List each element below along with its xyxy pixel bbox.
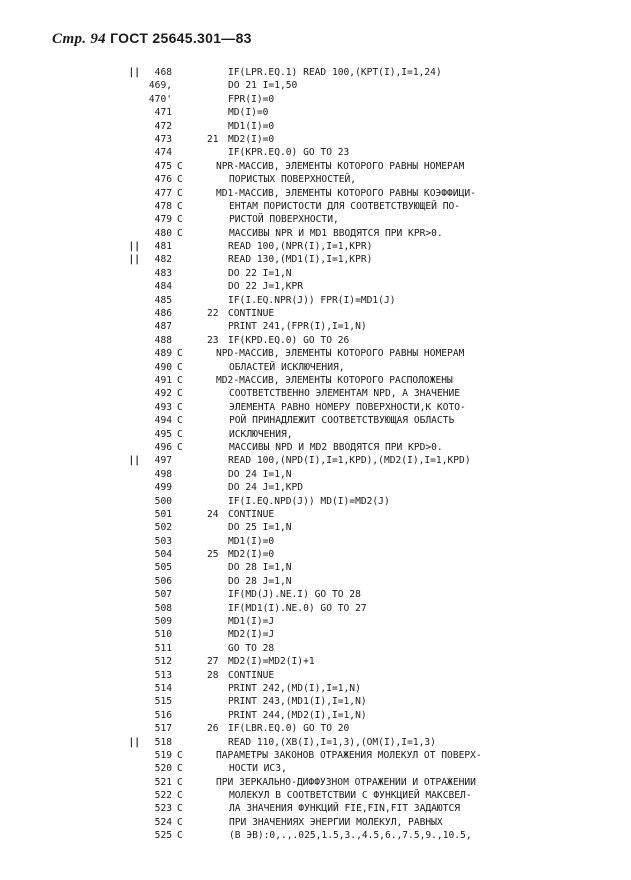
code-statement: DO 28 I=1,N — [228, 562, 292, 574]
comment-text: MD1-МАССИВ, ЭЛЕМЕНТЫ КОТОРОГО РАВНЫ КОЭФФИЦИ- — [216, 187, 476, 199]
line-number: 486 — [154, 308, 172, 320]
line-number: 487 — [154, 321, 172, 333]
comment-text: MD2-МАССИВ, ЭЛЕМЕНТЫ КОТОРОГО РАСПОЛОЖЕНЫ — [216, 374, 453, 386]
line-number: 482 — [154, 254, 172, 266]
comment-text: ПРИ ЗЕРКАЛЬНО-ДИФФУЗНОМ ОТРАЖЕНИИ И ОТРАЖЕНИИ — [216, 776, 476, 788]
line-number: 478 — [154, 200, 172, 212]
listing-line — [126, 548, 626, 561]
comment-marker: C — [177, 214, 183, 226]
listing-line — [126, 146, 626, 159]
statement-label: 24 — [207, 508, 219, 520]
listing-line — [126, 521, 626, 534]
line-number: 518 — [154, 736, 172, 748]
code-statement: MD1(I)=J — [228, 616, 275, 628]
line-number: 468 — [154, 67, 172, 78]
margin-bar-mark: || — [128, 455, 140, 467]
line-number: 516 — [154, 709, 172, 721]
code-statement: IF(MD(J).NE.I) GO TO 28 — [228, 589, 361, 601]
statement-label: 27 — [207, 656, 219, 668]
line-number: 476 — [154, 174, 172, 186]
listing-line — [126, 535, 626, 548]
code-statement: CONTINUE — [228, 308, 275, 320]
listing-line — [126, 669, 626, 682]
line-number: 522 — [154, 790, 172, 802]
comment-marker: C — [177, 227, 183, 239]
comment-text: NPR-МАССИВ, ЭЛЕМЕНТЫ КОТОРОГО РАВНЫ НОМЕРАМ — [216, 160, 465, 172]
statement-label: 26 — [207, 723, 219, 735]
code-statement: CONTINUE — [228, 669, 275, 681]
line-number: 471 — [154, 107, 172, 119]
page-header — [52, 30, 252, 48]
code-statement: MD1(I)=0 — [228, 120, 275, 132]
comment-marker: C — [177, 361, 183, 373]
code-statement: DO 24 J=1,KPD — [228, 482, 304, 494]
comment-marker: C — [177, 441, 183, 453]
listing-line — [126, 776, 626, 789]
margin-bar-mark: || — [128, 67, 140, 78]
code-statement: DO 22 I=1,N — [228, 267, 292, 279]
margin-bar-mark: || — [128, 254, 140, 266]
comment-marker: C — [177, 401, 183, 413]
line-number: 490 — [154, 361, 172, 373]
listing-line — [126, 240, 626, 253]
listing-line — [126, 227, 626, 240]
listing-line — [126, 736, 626, 749]
line-number: 498 — [154, 468, 172, 480]
line-number: 472 — [154, 120, 172, 132]
line-number: 499 — [154, 482, 172, 494]
line-number: 474 — [154, 147, 172, 159]
comment-text: ПОРИСТЫХ ПОВЕРХНОСТЕЙ, — [229, 174, 357, 186]
code-statement: IF(I.EQ.NPD(J)) MD(I)=MD2(J) — [228, 495, 390, 507]
listing-line — [126, 320, 626, 333]
listing-line — [126, 481, 626, 494]
listing-line — [126, 682, 626, 695]
line-number: 508 — [154, 602, 172, 614]
statement-label: 23 — [207, 334, 219, 346]
code-statement: IF(LBR.EQ.0) GO TO 20 — [228, 723, 350, 735]
code-statement: MD2(I)=0 — [228, 549, 275, 561]
code-statement: IF(LPR.EQ.1) READ 100,(KPT(I),I=1,24) — [228, 67, 442, 78]
code-statement: READ 110,(XB(I),I=1,3),(OM(I),I=1,3) — [228, 736, 436, 748]
listing-line — [126, 93, 626, 106]
listing-line — [126, 106, 626, 119]
page-number: Стр. 94 — [52, 31, 106, 47]
listing-line — [126, 79, 626, 92]
listing-line — [126, 66, 626, 79]
code-statement: MD(I)=0 — [228, 107, 269, 119]
comment-text: ЕНТАМ ПОРИСТОСТИ ДЛЯ СООТВЕТСТВУЮЩЕЙ ПО- — [229, 200, 461, 212]
comment-text: МОЛЕКУЛ В СООТВЕТСТВИИ С ФУНКЦИЕЙ МАКСВЕЛ- — [229, 790, 472, 802]
listing-line — [126, 642, 626, 655]
line-number: 496 — [154, 441, 172, 453]
listing-line — [126, 187, 626, 200]
listing-line — [126, 294, 626, 307]
code-statement: IF(MD1(I).NE.0) GO TO 27 — [228, 602, 367, 614]
listing-line — [126, 387, 626, 400]
comment-marker: C — [177, 830, 183, 842]
listing-line — [126, 441, 626, 454]
listing-line — [126, 508, 626, 521]
listing-line — [126, 307, 626, 320]
comment-text: МАССИВЫ NPD И MD2 ВВОДЯТСЯ ПРИ KPD>0. — [229, 441, 443, 453]
statement-label: 25 — [207, 549, 219, 561]
listing-line — [126, 213, 626, 226]
statement-label: 28 — [207, 669, 219, 681]
line-number: 514 — [154, 682, 172, 694]
comment-marker: C — [177, 160, 183, 172]
code-statement: IF(KPD.EQ.0) GO TO 26 — [228, 334, 350, 346]
line-number: 484 — [154, 281, 172, 293]
comment-marker: C — [177, 187, 183, 199]
line-number: 517 — [154, 723, 172, 735]
line-number: 494 — [154, 415, 172, 427]
code-statement: GO TO 28 — [228, 642, 275, 654]
line-number: 469, — [148, 80, 172, 92]
code-statement: MD2(I)=J — [228, 629, 275, 641]
line-number: 475 — [154, 160, 172, 172]
margin-bar-mark: || — [128, 736, 140, 748]
comment-marker: C — [177, 374, 183, 386]
code-statement: MD2(I)=0 — [228, 133, 275, 145]
comment-text: ПАРАМЕТРЫ ЗАКОНОВ ОТРАЖЕНИЯ МОЛЕКУЛ ОТ ПОВЕРХ- — [216, 749, 482, 761]
listing-line — [126, 200, 626, 213]
listing-line — [126, 628, 626, 641]
comment-text: ЛА ЗНАЧЕНИЯ ФУНКЦИЙ FIE,FIN,FIT ЗАДАЮТСЯ — [229, 803, 461, 815]
code-statement: PRINT 242,(MD(I),I=1,N) — [228, 682, 361, 694]
comment-marker: C — [177, 200, 183, 212]
line-number: 513 — [154, 669, 172, 681]
line-number: 477 — [154, 187, 172, 199]
line-number: 515 — [154, 696, 172, 708]
line-number: 495 — [154, 428, 172, 440]
line-number: 479 — [154, 214, 172, 226]
listing-line — [126, 615, 626, 628]
comment-text: НОСТИ ИСЗ, — [229, 763, 287, 775]
code-statement: DO 22 J=1,KPR — [228, 281, 304, 293]
line-number: 511 — [154, 642, 172, 654]
comment-text: ОБЛАСТЕЙ ИСКЛЮЧЕНИЯ, — [229, 361, 345, 373]
code-statement: CONTINUE — [228, 508, 275, 520]
comment-marker: C — [177, 790, 183, 802]
line-number: 473 — [154, 133, 172, 145]
line-number: 512 — [154, 656, 172, 668]
listing-line — [126, 347, 626, 360]
listing-line — [126, 361, 626, 374]
code-statement: PRINT 243,(MD1(I),I=1,N) — [228, 696, 367, 708]
comment-text: (В ЭВ):0,.,.025,1.5,3.,4.5,6.,7.5,9.,10.5, — [229, 830, 472, 842]
line-number: 502 — [154, 522, 172, 534]
line-number: 506 — [154, 575, 172, 587]
line-number: 497 — [154, 455, 172, 467]
line-number: 500 — [154, 495, 172, 507]
code-statement: DO 24 I=1,N — [228, 468, 292, 480]
code-statement: PRINT 244,(MD2(I),I=1,N) — [228, 709, 367, 721]
listing-line — [126, 802, 626, 815]
listing-line — [126, 454, 626, 467]
comment-text: NPD-МАССИВ, ЭЛЕМЕНТЫ КОТОРОГО РАВНЫ НОМЕРАМ — [216, 348, 465, 360]
line-number: 480 — [154, 227, 172, 239]
comment-text: МАССИВЫ NPR И MD1 ВВОДЯТСЯ ПРИ KPR>0. — [229, 227, 443, 239]
comment-text: ИСКЛЮЧЕНИЯ, — [229, 428, 293, 440]
comment-marker: C — [177, 174, 183, 186]
line-number: 524 — [154, 816, 172, 828]
listing-line — [126, 829, 626, 842]
line-number: 520 — [154, 763, 172, 775]
line-number: 521 — [154, 776, 172, 788]
comment-text: СООТВЕТСТВЕННО ЭЛЕМЕНТАМ NPD, А ЗНАЧЕНИЕ — [229, 388, 461, 400]
comment-text: РИСТОЙ ПОВЕРХНОСТИ, — [229, 214, 339, 226]
comment-marker: C — [177, 348, 183, 360]
comment-text: ПРИ ЗНАЧЕНИЯХ ЭНЕРГИИ МОЛЕКУЛ, РАВНЫХ — [229, 816, 443, 828]
listing-line — [126, 561, 626, 574]
line-number: 519 — [154, 749, 172, 761]
comment-marker: C — [177, 415, 183, 427]
line-number: 485 — [154, 294, 172, 306]
line-number: 492 — [154, 388, 172, 400]
comment-marker: C — [177, 816, 183, 828]
listing-line — [126, 374, 626, 387]
comment-marker: C — [177, 776, 183, 788]
line-number: 505 — [154, 562, 172, 574]
code-statement: MD1(I)=0 — [228, 535, 275, 547]
listing-line — [126, 789, 626, 802]
line-number: 489 — [154, 348, 172, 360]
code-statement: DO 28 J=1,N — [228, 575, 292, 587]
listing-line — [126, 749, 626, 762]
comment-text: РОЙ ПРИНАДЛЕЖИТ СООТВЕТСТВУЮЩАЯ ОБЛАСТЬ — [229, 415, 455, 427]
line-number: 510 — [154, 629, 172, 641]
listing-line — [126, 816, 626, 829]
line-number: 493 — [154, 401, 172, 413]
listing-line — [126, 602, 626, 615]
line-number: 509 — [154, 616, 172, 628]
listing-line — [126, 655, 626, 668]
line-number: 525 — [154, 830, 172, 842]
listing-line — [126, 428, 626, 441]
comment-marker: C — [177, 763, 183, 775]
listing-line — [126, 468, 626, 481]
comment-marker: C — [177, 388, 183, 400]
listing-line — [126, 575, 626, 588]
comment-marker: C — [177, 749, 183, 761]
line-number: 470' — [148, 93, 172, 105]
line-number: 488 — [154, 334, 172, 346]
listing-line — [126, 709, 626, 722]
comment-marker: C — [177, 428, 183, 440]
listing-line — [126, 120, 626, 133]
standard-designation: ГОСТ 25645.301—83 — [110, 30, 252, 46]
line-number: 503 — [154, 535, 172, 547]
code-statement: FPR(I)=0 — [228, 93, 275, 105]
line-number: 491 — [154, 374, 172, 386]
code-statement: READ 100,(NPR(I),I=1,KPR) — [228, 241, 373, 253]
listing-line — [126, 267, 626, 280]
listing-line — [126, 414, 626, 427]
code-statement: DO 25 I=1,N — [228, 522, 292, 534]
code-statement: IF(KPR.EQ.0) GO TO 23 — [228, 147, 350, 159]
listing-line — [126, 280, 626, 293]
margin-bar-mark: || — [128, 241, 140, 253]
code-statement: DO 21 I=1,50 — [228, 80, 298, 92]
listing-line — [126, 133, 626, 146]
line-number: 523 — [154, 803, 172, 815]
line-number: 483 — [154, 267, 172, 279]
listing-line — [126, 173, 626, 186]
line-number: 507 — [154, 589, 172, 601]
code-statement: READ 130,(MD1(I),I=1,KPR) — [228, 254, 373, 266]
listing-line — [126, 334, 626, 347]
line-number: 481 — [154, 241, 172, 253]
listing-line — [126, 695, 626, 708]
listing-line — [126, 722, 626, 735]
listing-line — [126, 253, 626, 266]
line-number: 504 — [154, 549, 172, 561]
code-statement: PRINT 241,(FPR(I),I=1,N) — [228, 321, 367, 333]
comment-text: ЭЛЕМЕНТА РАВНО НОМЕРУ ПОВЕРХНОСТИ,К КОТО- — [229, 401, 466, 413]
comment-marker: C — [177, 803, 183, 815]
listing-line — [126, 588, 626, 601]
statement-label: 22 — [207, 308, 219, 320]
listing-line — [126, 160, 626, 173]
code-statement: MD2(I)=MD2(I)+1 — [228, 656, 315, 668]
listing-line — [126, 762, 626, 775]
program-listing — [126, 66, 626, 843]
listing-line — [126, 495, 626, 508]
code-statement: IF(I.EQ.NPR(J)) FPR(I)=MD1(J) — [228, 294, 396, 306]
listing-line — [126, 401, 626, 414]
line-number: 501 — [154, 508, 172, 520]
code-statement: READ 100,(NPD(I),I=1,KPD),(MD2(I),I=1,KPD) — [228, 455, 471, 467]
statement-label: 21 — [207, 133, 219, 145]
